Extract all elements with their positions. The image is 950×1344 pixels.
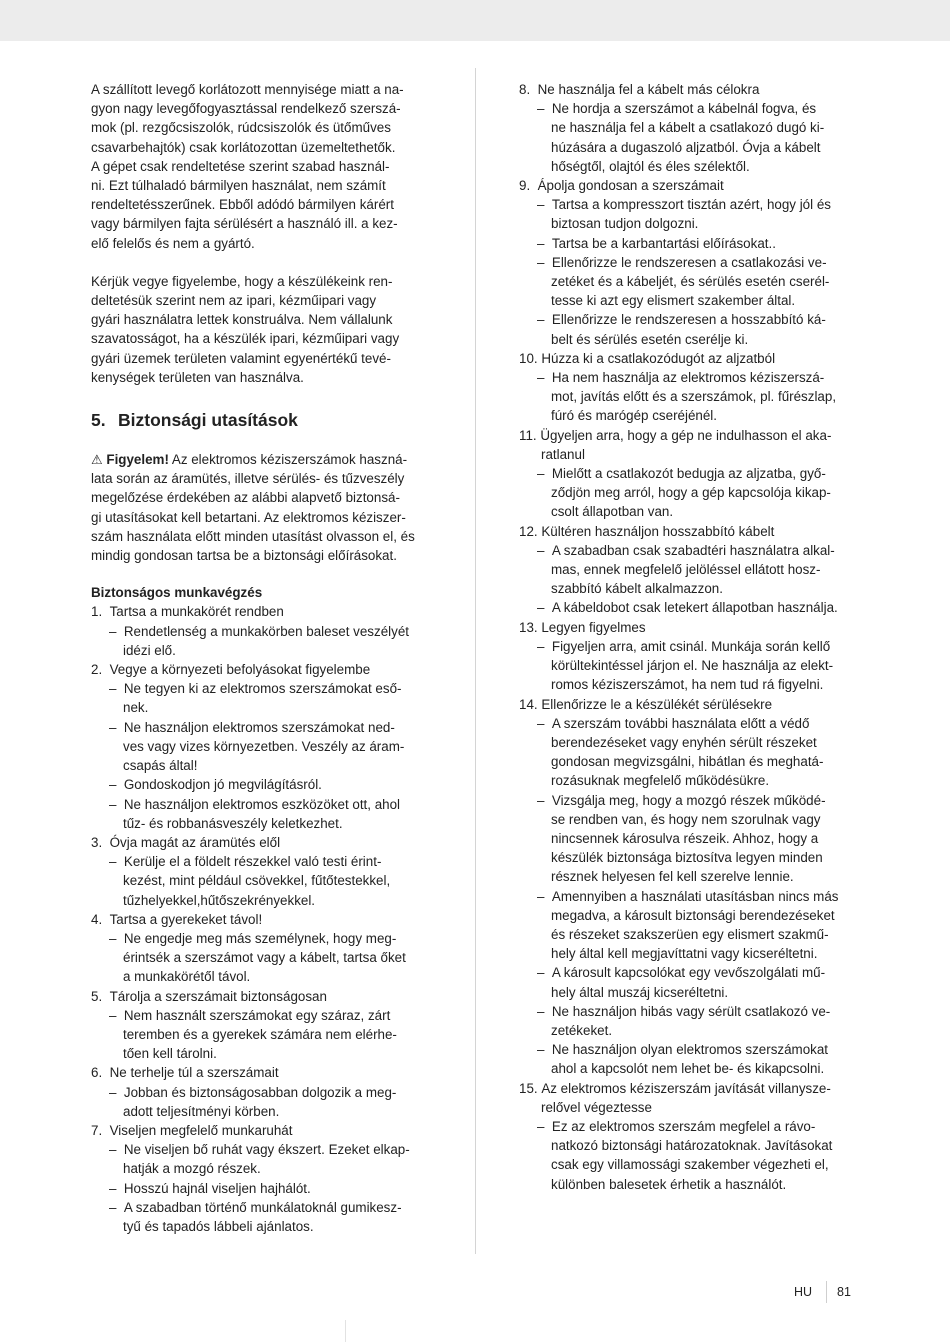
list-item-title: 5. Tárolja a szerszámait biztonságosan [91, 988, 327, 1004]
list-item-title: 4. Tartsa a gyerekeket távol! [91, 911, 263, 927]
list-sub-item: – Tartsa a kompresszort tisztán azért, hogy jól és biztosan tudjon dolgozni. [537, 197, 831, 232]
list-item-title: 7. Viseljen megfelelő munkaruhát [91, 1122, 293, 1138]
list-sub-item: – Ne tegyen ki az elektromos szerszámokat eső- nek. [109, 681, 402, 716]
list-item-title: 11. Ügyeljen arra, hogy a gép ne indulhasson el aka- ratlanul [519, 427, 832, 462]
right-numbered-list [519, 80, 860, 1194]
list-item-title: 8. Ne használja fel a kábelt más célokra [519, 82, 760, 97]
list-sub-item: – Vizsgálja meg, hogy a mozgó részek működé- se rendben van, és hogy nem szorulnak vagy nincsennek károsulva részeik. Ahhoz, hogy a készülék biztonsága biztosítva legyen minden résznek helyesen fel kell szerelve lennie. [537, 792, 826, 885]
list-sub-item: – A kábeldobot csak letekert állapotban használja. [537, 600, 838, 616]
intro-paragraph-2: Kérjük vegye figyelembe, hogy a készülékeink ren- deltetésük szerint nem az ipari, kézműipari vagy gyári használatra lettek konstruálva. Nem vállalunk szavatosságot, ha a készülék ipari, kézműipari vagy gyári üzemek területen valamint egyenértékű tevé- kenységek területen van használva. [91, 273, 400, 385]
list-sub-item: – Ne hordja a szerszámot a kábelnál fogva, és ne használja fel a kábelt a csatlakozó dugó ki- húzására a dugaszoló aljzatból. Óvja a kábelt hőségtől, olajtól és éles szélektől. [537, 101, 825, 174]
list-sub-item: – Figyeljen arra, amit csinál. Munkája során kellő körültekintéssel járjon el. Ne használja az elekt- romos kéziszerszámot, ha nem tud rá figyelni. [537, 638, 834, 693]
right-column [519, 80, 860, 1194]
list-sub-item: – Kerülje el a földelt részekkel való testi érint- kezést, mint például csövekkel, fűtőtestekkel, tűzhelyekkel,hűtőszekrényekkel. [109, 854, 391, 908]
section-number: 5. [91, 410, 106, 431]
list-item-title: 14. Ellenőrizze le a készülékét sérülésekre [519, 696, 773, 712]
list-sub-item: – Ne engedje meg más személynek, hogy meg- érintsék a szerszámot vagy a kábelt, tartsa őket a munkakörétől távol. [109, 930, 406, 985]
list-sub-item: – A szerszám további használata előtt a védő berendezéseket vagy enyhén sérült részeket gondosan megvizsgálni, hibátlan és meghatá- rozásuknak megfelelő működésükre. [537, 715, 824, 789]
bottom-mark [345, 1320, 346, 1342]
list-item-title: 2. Vegye a környezeti befolyásokat figyelembe [91, 662, 371, 678]
list-sub-item: – A szabadban történő munkálatoknál gumikesz- tyű és tapadós lábbeli ajánlatos. [109, 1199, 402, 1234]
list-item-title: 12. Kültéren használjon hosszabbító kábelt [519, 523, 775, 539]
list-item-title: 10. Húzza ki a csatlakozódugót az aljzatból [519, 350, 776, 366]
warning-text: Az elektromos kéziszerszámok haszná- lata során az áramütés, illetve sérülés- és tűzveszély megelőzése érdekében az alábbi alapvető biztonsá- gi utasításokat kell betartani. Az elektromos kéziszer- szám használata előtt minden utasítást olvasson el, és mindig gondosan tartsa be a biztonsági előírásokat. [91, 452, 415, 564]
list-sub-item: – Mielőtt a csatlakozót bedugja az aljzatba, győ- ződjön meg arról, hogy a gép kapcsolója kikap- csolt állapotban van. [537, 466, 831, 520]
list-sub-item: – Ne használjon elektromos szerszámokat ned- ves vagy vizes környezetben. Veszély az áram- csapás által! [109, 719, 405, 774]
list-item-title: 9. Ápolja gondosan a szerszámait [519, 178, 724, 194]
section-heading [91, 409, 431, 431]
warning-icon: ⚠ [91, 452, 103, 468]
left-column [91, 80, 431, 1236]
list-item-title: 6. Ne terhelje túl a szerszámait [91, 1065, 279, 1081]
intro-paragraph-1: A szállított levegő korlátozott mennyisége miatt a na- gyon nagy levegőfogyasztással rendelkező szerszá- mok (pl. rezgőcsiszolók, rúdcsiszolók és ütőműves csavarbehajtók) csak korlátozottan üzemeltethetők. A gépet csak rendeltetése szerint szabad használ- ni. Ezt túlhaladó bármilyen használat, nem számít rendeltetésszerűnek. Ebből adódó bármilyen kárért vagy bármilyen fajta sérülésért a használó ill. a kez- elő felelős és nem a gyártó. [91, 82, 404, 251]
list-sub-item: – Ellenőrizze le rendszeresen a csatlakozási ve- zetéket és a kábeljét, és sérülés esetén cserél- tesse ki azt egy elismert szakember által. [537, 254, 830, 309]
left-numbered-list [91, 602, 431, 1236]
list-sub-item: – Ne használjon olyan elektromos szerszámokat ahol a kapcsolót nem lehet be- és kikapcsolni. [537, 1042, 829, 1077]
list-item-title: 13. Legyen figyelmes [519, 619, 646, 635]
footer-language-code: HU [794, 1285, 813, 1299]
list-sub-item: – Ne használjon hibás vagy sérült csatlakozó ve- zetékeket. [537, 1003, 831, 1038]
list-sub-item: – Nem használt szerszámokat egy száraz, zárt teremben és a gyerekek számára nem elérhe- tően kell tárolni. [109, 1007, 397, 1062]
list-sub-item: – Ne viseljen bő ruhát vagy ékszert. Ezeket elkap- hatják a mozgó részek. [109, 1142, 410, 1177]
warning-label: Figyelem! [106, 452, 169, 468]
list-item-title: 1. Tartsa a munkakörét rendben [91, 604, 284, 620]
list-sub-item: – Gondoskodjon jó megvilágításról. [109, 777, 322, 793]
column-divider [475, 68, 476, 1254]
subheading-safe-work: Biztonságos munkavégzés [91, 585, 263, 601]
list-sub-item: – Hosszú hajnál viseljen hajhálót. [109, 1180, 311, 1196]
list-sub-item: – A szabadban csak szabadtéri használatra alkal- mas, ennek megfelelő jelöléssel ellátott hosz- szabbító kábelt alkalmazzon. [537, 542, 835, 597]
list-sub-item: – Ellenőrizze le rendszeresen a hosszabbító ká- belt és sérülés esetén cserélje ki. [537, 312, 826, 347]
list-sub-item: – Tartsa be a karbantartási előírásokat.. [537, 235, 776, 251]
list-sub-item: – A károsult kapcsolókat egy vevőszolgálati mű- hely által muszáj kicseréltetni. [537, 965, 826, 1000]
section-title: Biztonsági utasítások [118, 410, 298, 431]
footer-separator [826, 1281, 827, 1303]
list-sub-item: – Ha nem használja az elektromos kéziszerszá- mot, javítás előtt és a szerszámok, pl. fűrészlap, fúró és marógép cseréjénél. [537, 370, 837, 424]
footer-page-number: 81 [837, 1285, 851, 1299]
list-sub-item: – Ne használjon elektromos eszközöket ott, ahol tűz- és robbanásveszély keletkezhet. [109, 796, 401, 831]
list-item-title: 15. Az elektromos kéziszerszám javítását villanysze- relővel végeztesse [519, 1080, 831, 1115]
list-item-title: 3. Óvja magát az áramütés elől [91, 834, 281, 850]
list-sub-item: – Rendetlenség a munkakörben baleset veszélyét idézi elő. [109, 623, 409, 658]
list-sub-item: – Jobban és biztonságosabban dolgozik a meg- adott teljesítményi körben. [109, 1084, 397, 1119]
list-sub-item: – Ez az elektromos szerszám megfelel a rávo- natkozó biztonsági határozatoknak. Javításokat csak egy villamossági szakember végezheti el, különben balesetek érhetik a használót. [537, 1118, 833, 1192]
list-sub-item: – Amennyiben a használati utasításban nincs más megadva, a károsult biztonsági berendezéseket és részeket szakszerüen egy elismert szakmű- hely által kell megjavíttatni vagy kicseréltetni. [537, 888, 839, 962]
warning-paragraph [91, 450, 431, 565]
top-band [0, 0, 950, 41]
